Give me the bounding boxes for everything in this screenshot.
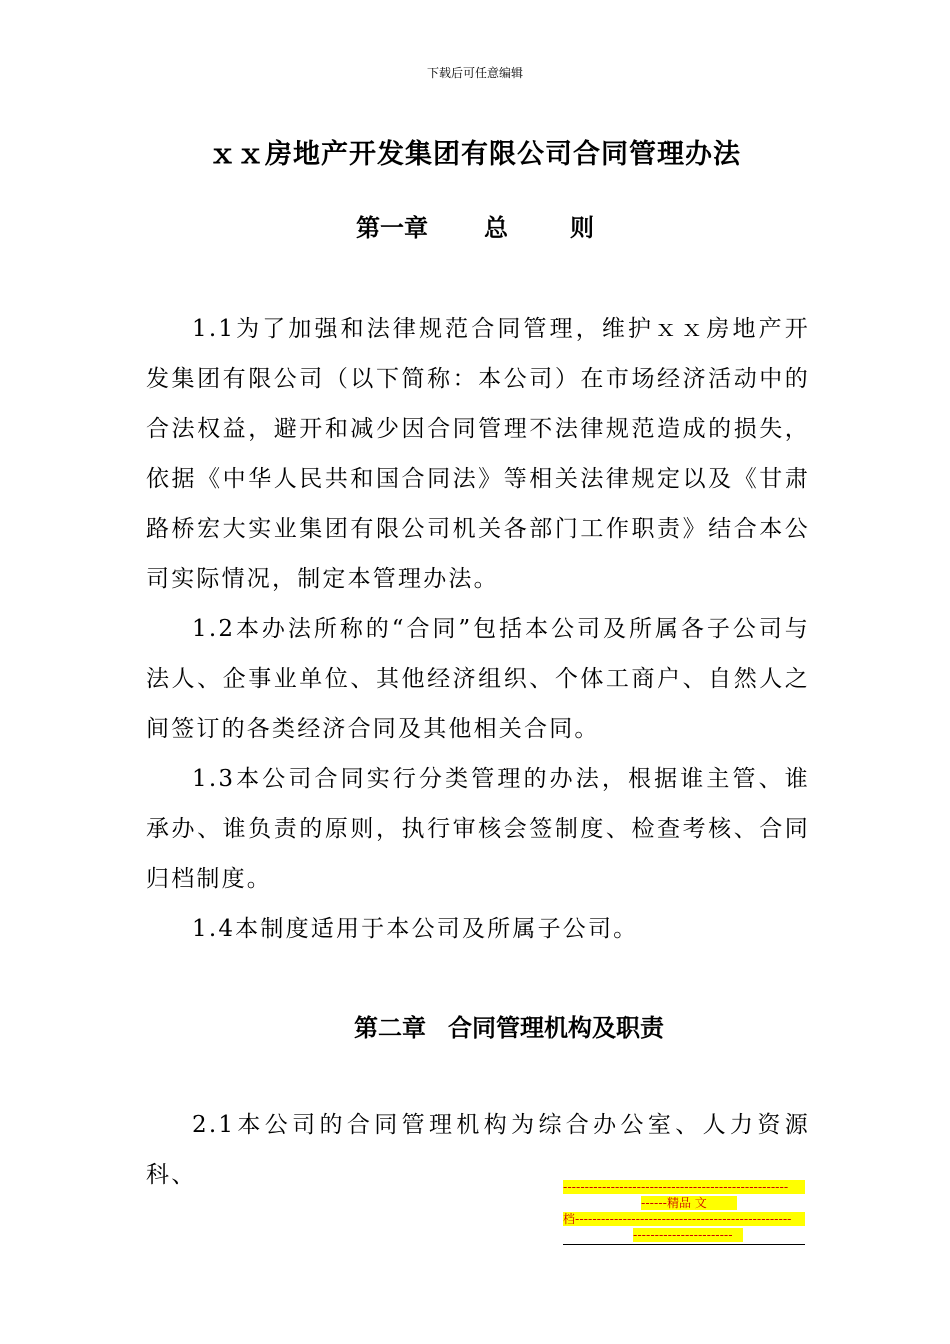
chapter-2-number: 第二章 [354,1014,426,1042]
paragraph-2-1: 2.1本公司的合同管理机构为综合办公室、人力资源科、 [146,1112,810,1188]
footer-line-1: ---------------------------------------------------- [563,1180,805,1194]
chapter-1-body [146,304,810,954]
chapter-2-title: 合同管理机构及职责 [448,1014,664,1042]
paragraph-1-4: 1.4本制度适用于本公司及所属子公司。 [192,916,639,942]
footer-line-2: ------精品 文 [641,1196,737,1210]
chapter-1-title-char-2: 则 [570,214,594,242]
paragraph-1-1: 1.1为了加强和法律规范合同管理，维护ｘｘ房地产开发集团有限公司（以下简称：本公司）在市场经济活动中的合法权益，避开和减少因合同管理不法律规范造成的损失，依据《中华人民共和国合同法》等相关法律规定以及《甘肃路桥宏大实业集团有限公司机关各部门工作职责》结合本公司实际情况，制定本管理办法。 [146,316,810,592]
paragraph-1-2: 1.2本办法所称的“合同”包括本公司及所属各子公司与法人、企事业单位、其他经济组织、个体工商户、自然人之间签订的各类经济合同及其他相关合同。 [146,616,810,742]
paragraph-1-3: 1.3本公司合同实行分类管理的办法，根据谁主管、谁承办、谁负责的原则，执行审核会签制度、检查考核、合同归档制度。 [146,766,810,892]
document-title: ｘｘ房地产开发集团有限公司合同管理办法 [209,139,741,170]
chapter-1-number: 第一章 [356,214,428,242]
footer-watermark [563,1178,805,1245]
chapter-2-heading [354,1008,664,1043]
footer-line-3: 档-------------------------------------------------- [563,1212,805,1226]
chapter-1-title-char-1: 总 [484,214,508,242]
footer-line-4: ----------------------- [633,1228,743,1242]
chapter-1-heading [0,208,950,243]
header-note: 下载后可任意编辑 [426,66,523,80]
